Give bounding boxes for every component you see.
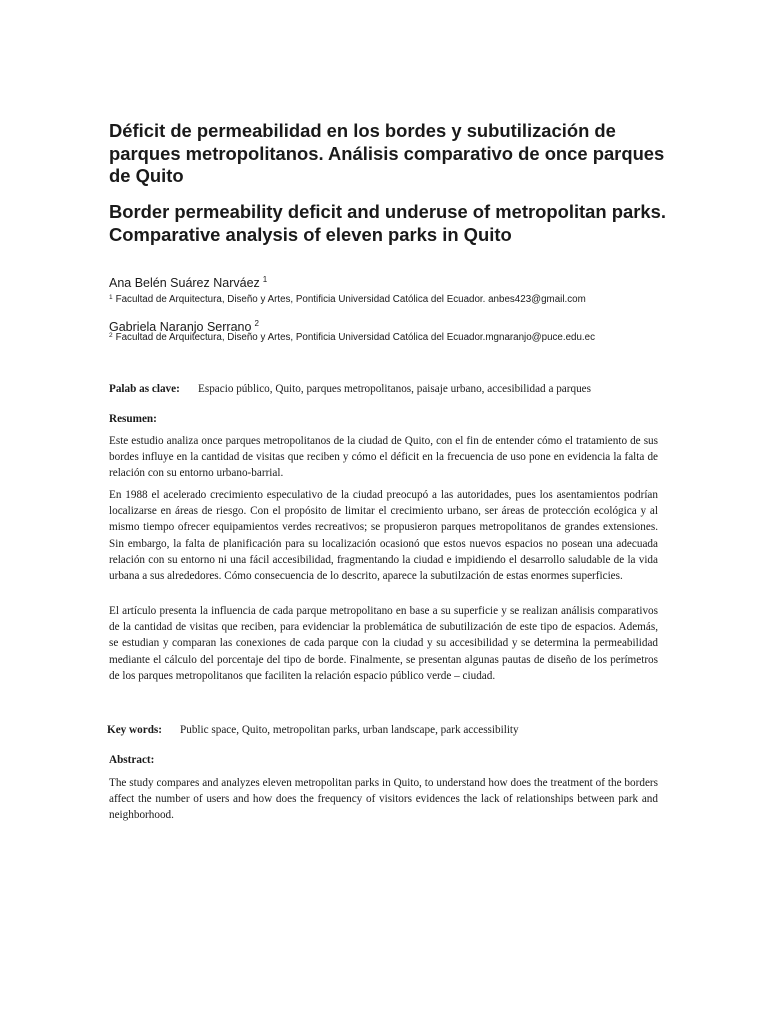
author-1-mark: 1: [262, 275, 268, 284]
affiliation-2-text: Facultad de Arquitectura, Diseño y Artes, Pontificia Universidad Católica del Ecuador.mgnaranjo@puce.edu.ec: [115, 332, 595, 343]
title-spanish: Déficit de permeabilidad en los bordes y subutilización de parques metropolitanos. Análisis comparativo de once parques de Quito: [109, 120, 665, 186]
affiliation-1-text: Facultad de Arquitectura, Diseño y Artes, Pontificia Universidad Católica del Ecuador. anbes423@gmail.com: [115, 294, 586, 305]
author-2-mark: 2: [254, 319, 259, 328]
keywords-english: [107, 723, 519, 737]
affiliation-1: [109, 292, 586, 306]
keywords-english-values: Public space, Quito, metropolitan parks, urban landscape, park accessibility: [180, 724, 519, 736]
keywords-spanish-label: Palab as clave:: [109, 383, 180, 395]
resumen-paragraph-1: Este estudio analiza once parques metropolitanos de la ciudad de Quito, con el fin de entender cómo el tratamiento de sus bordes influye en la cantidad de visitas que reciben y cómo el déficit en la frecuencia de uso pone en evidencia la falta de relación con su entorno urbano-barrial.: [109, 435, 658, 480]
affiliation-2: [109, 330, 595, 344]
author-1-name: Ana Belén Suárez Narváez: [109, 276, 260, 290]
author-1: [109, 272, 267, 291]
resumen-paragraph-2: En 1988 el acelerado crecimiento especulativo de la ciudad preocupó a las autoridades, pues los asentamientos podrían localizarse en áreas de riesgo. Con el propósito de limitar el crecimiento urbano, ser áreas de protección ecológica y al mismo tiempo ofrecer equipamientos verdes recreativos; se propusieron parques metropolitanos de grandes extensiones. Sin embargo, la falta de planificación para su localización ocasionó que estos nuevos espacios no posean una adecuada relación con su entorno ni una fácil accesibilidad, fragmentando la ciudad e impidiendo el desarrollo saludable de la vida urbana a sus alrededores. Cómo consecuencia de lo descrito, aparece la subutilzación de estas enormes superficies.: [109, 489, 658, 583]
keywords-spanish-values: Espacio público, Quito, parques metropolitanos, paisaje urbano, accesibilidad a parques: [198, 383, 591, 395]
abstract-heading: Abstract:: [109, 754, 155, 766]
author-2-name: Gabriela Naranjo Serrano: [109, 320, 252, 334]
title-english: Border permeability deficit and underuse of metropolitan parks. Comparative analysis of eleven parks in Quito: [109, 201, 666, 245]
keywords-spanish: [109, 382, 591, 396]
resumen-paragraph-3: El artículo presenta la influencia de cada parque metropolitano en base a su superficie y se realizan análisis comparativos de la cantidad de visitas que reciben, para evidenciar la problemática de subutilización de este tipo de espacios. Además, se estudian y comparan las conexiones de cada parque con la ciudad y su accesibilidad y se determina la permeabilidad mediante el cálculo del porcentaje del tipo de borde. Finalmente, se presentan algunas pautas de diseño de los perímetros de los parques metropolitanos que faciliten la relación espacio público verde – ciudad.: [109, 605, 658, 682]
resumen-heading: Resumen:: [109, 413, 157, 425]
affiliation-1-mark: 1: [109, 294, 113, 301]
affiliation-2-mark: 2: [109, 332, 113, 339]
abstract-paragraph-1: The study compares and analyzes eleven metropolitan parks in Quito, to understand how does the treatment of the borders affect the number of users and how does the frequency of visitors evidences the lack of relationships between park and neighborhood.: [109, 777, 658, 822]
keywords-english-label: Key words:: [107, 724, 162, 736]
